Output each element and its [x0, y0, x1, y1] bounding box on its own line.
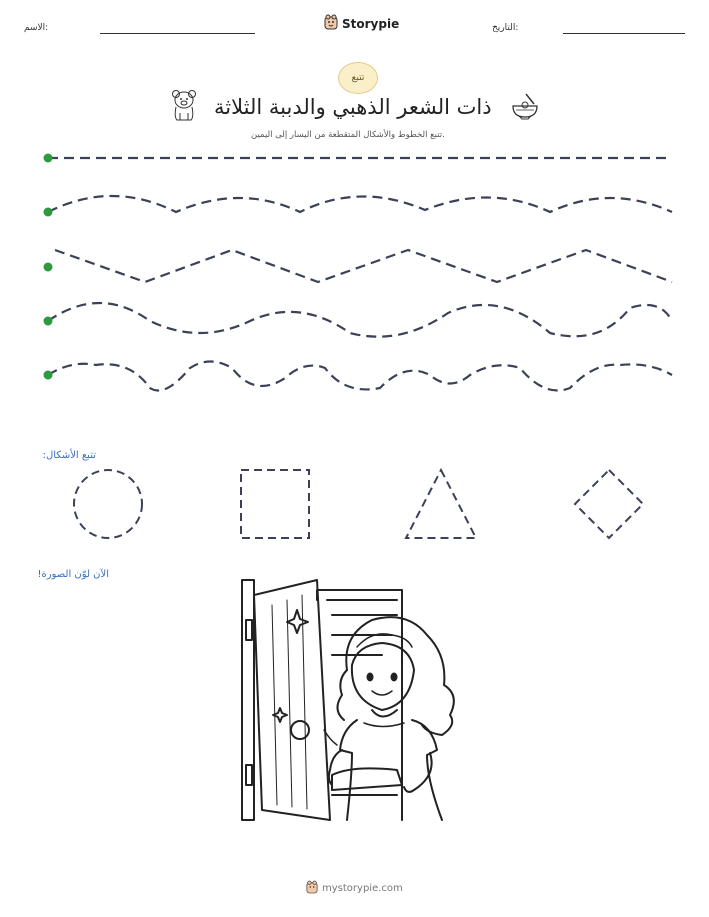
start-dot [44, 371, 53, 380]
girl-face [352, 643, 414, 710]
tracing-line-gentle-wave [48, 196, 672, 212]
drawer [332, 768, 402, 790]
door-hinge [246, 620, 252, 785]
color-section-label: الآن لوّن الصورة! [37, 569, 109, 580]
shape-circle [74, 470, 142, 538]
footer [306, 880, 403, 897]
door-knob [291, 721, 309, 739]
tracing-line-wave [48, 303, 672, 337]
tracing-shapes [0, 460, 709, 550]
start-dot [44, 317, 53, 326]
storypie-logo-icon [306, 880, 318, 897]
brand-name: Storypie [342, 16, 400, 31]
date-label: التاريخ: [492, 23, 519, 33]
shape-square [241, 470, 309, 538]
footer-url[interactable]: mystorypie.com [322, 883, 403, 894]
start-dot [44, 208, 53, 217]
page-title: ذات الشعر الذهبي والدببة الثلاثة [214, 95, 492, 119]
door [254, 580, 330, 820]
name-label: الاسم: [24, 23, 49, 33]
instruction-subtitle: تتبع الخطوط والأشكال المتقطعة من اليسار إلى اليمين. [251, 130, 445, 140]
start-dot [44, 154, 53, 163]
tracing-line-zigzag [55, 250, 672, 282]
trace-badge-label: تتبع [351, 73, 365, 83]
sparkle-icon [287, 610, 308, 633]
shape-diamond [575, 470, 643, 538]
shapes-section-label: تتبع الأشكال: [42, 450, 96, 461]
start-dot [44, 263, 53, 272]
tracing-lines [0, 0, 709, 420]
coloring-illustration [232, 575, 477, 825]
shape-triangle [406, 470, 476, 538]
tracing-line-deep-wave [48, 362, 672, 391]
